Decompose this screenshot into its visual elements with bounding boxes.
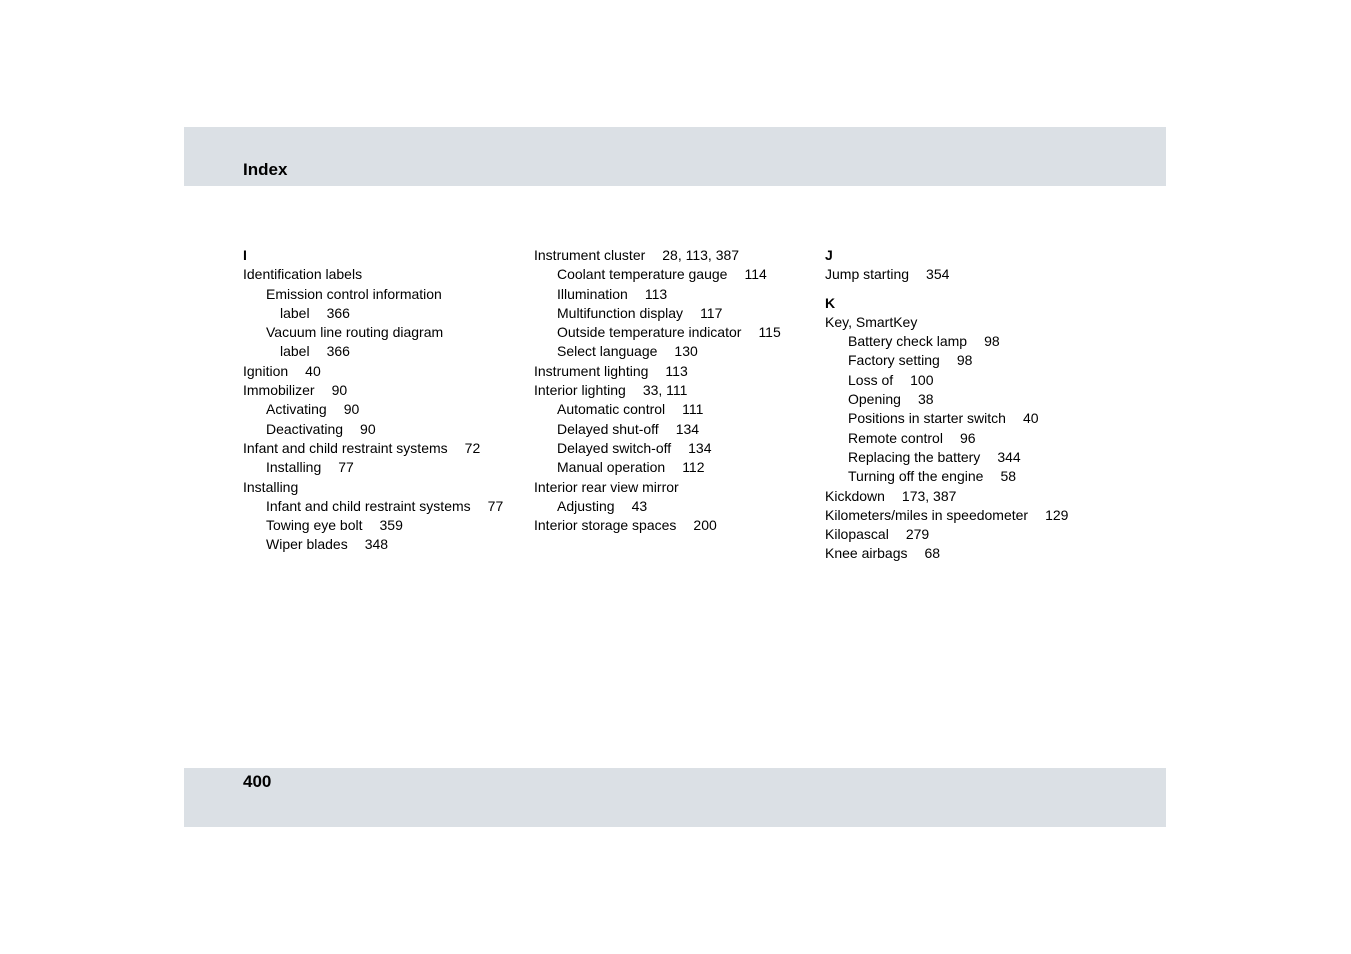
index-page-reference[interactable]: 279 [905, 526, 930, 543]
index-subentry [825, 390, 1125, 409]
index-page-reference[interactable]: 43 [631, 497, 648, 514]
index-letter-heading: I [243, 247, 247, 263]
index-subentry [534, 497, 814, 516]
index-entry [825, 525, 1125, 544]
index-subentry [534, 420, 814, 439]
index-subentry [825, 409, 1125, 428]
index-entry-text: Towing eye bolt [266, 517, 363, 534]
index-entry [243, 362, 523, 381]
index-entry-text: Emission control information [266, 285, 442, 302]
index-page-reference[interactable]: 40 [305, 362, 321, 379]
index-subentry [534, 458, 814, 477]
index-entry-text: Interior rear view mirror [534, 478, 679, 495]
index-page-reference[interactable]: 117 [700, 304, 723, 321]
index-entry [243, 439, 523, 458]
index-subentry [243, 400, 523, 419]
index-entry-text: Adjusting [557, 497, 615, 514]
index-entry-text: Replacing the battery [848, 448, 981, 465]
index-entry-text: Turning off the engine [848, 468, 984, 485]
index-entry-text: Battery check lamp [848, 333, 968, 350]
index-page-reference[interactable]: 40 [1022, 410, 1039, 427]
index-page-reference[interactable]: 359 [379, 517, 403, 534]
header-band [184, 127, 1166, 186]
index-page-reference[interactable]: 77 [338, 459, 354, 476]
index-entry [243, 478, 523, 497]
index-subentry [534, 342, 814, 361]
index-entry-text: Key, SmartKey [825, 313, 918, 330]
index-entry-text: Select language [557, 343, 658, 360]
index-entry-text: Manual operation [557, 459, 666, 476]
index-entry [534, 478, 814, 497]
index-entry-text: Interior lighting [534, 382, 626, 399]
index-page-reference[interactable]: 100 [910, 371, 934, 388]
index-subentry [825, 371, 1125, 390]
index-entry-text: Ignition [243, 362, 289, 379]
index-subentry [534, 285, 814, 304]
index-page-reference[interactable]: 366 [326, 304, 350, 321]
index-column-3 [825, 246, 1125, 564]
index-entry-text: Identification labels [243, 266, 363, 283]
index-page-reference[interactable]: 113 [644, 285, 668, 302]
index-subentry [825, 332, 1125, 351]
index-subentry [243, 420, 523, 439]
index-entry-text: Kilopascal [825, 526, 889, 543]
index-subentry [534, 400, 814, 419]
index-subentry [243, 516, 523, 535]
index-page-reference[interactable]: 112 [682, 459, 705, 476]
index-entry-text: label [280, 343, 310, 360]
index-entry-text: Delayed shut-off [557, 420, 659, 437]
index-subentry [243, 497, 523, 516]
index-entry [534, 381, 814, 400]
index-entry-text: Knee airbags [825, 545, 908, 562]
index-column-2 [534, 246, 814, 535]
index-subentry [534, 304, 814, 323]
index-entry-text: Wiper blades [266, 536, 348, 553]
index-entry-text: Kickdown [825, 487, 885, 504]
index-entry-text: Illumination [557, 285, 628, 302]
index-page-reference[interactable]: 98 [984, 333, 1000, 350]
index-page-reference[interactable]: 96 [959, 429, 976, 446]
index-page-reference[interactable]: 173, 387 [901, 487, 957, 504]
index-entry [534, 362, 814, 381]
index-entry-text: Installing [266, 459, 322, 476]
index-page-reference[interactable]: 90 [360, 420, 376, 437]
index-subentry [243, 323, 523, 342]
index-page-reference[interactable]: 115 [758, 324, 781, 341]
index-entry-text: Infant and child restraint systems [243, 439, 448, 456]
index-page-reference[interactable]: 72 [464, 439, 481, 456]
index-entry-text: Automatic control [557, 401, 666, 418]
index-entry-text: Immobilizer [243, 382, 315, 399]
index-entry [534, 516, 814, 535]
index-entry-text: Installing [243, 478, 299, 495]
index-entry-text: Multifunction display [557, 304, 684, 321]
index-entry-text: Delayed switch-off [557, 439, 672, 456]
index-entry-text: label [280, 304, 310, 321]
index-subentry [534, 265, 814, 284]
index-entry [825, 487, 1125, 506]
index-page-reference[interactable]: 111 [682, 401, 704, 418]
index-subentry [825, 429, 1125, 448]
index-page-reference[interactable]: 58 [1000, 468, 1017, 485]
index-entry [243, 381, 523, 400]
index-page-reference[interactable]: 28, 113, 387 [662, 247, 740, 263]
footer-band [184, 768, 1166, 827]
index-page-reference[interactable]: 366 [326, 343, 350, 360]
index-column-1 [243, 246, 523, 555]
index-entry [825, 506, 1125, 525]
index-page-reference[interactable]: 344 [997, 448, 1021, 465]
index-entry [825, 544, 1125, 563]
index-subentry [825, 467, 1125, 486]
index-page-reference[interactable]: 354 [926, 266, 950, 283]
index-subentry [825, 448, 1125, 467]
index-entry-text: Activating [266, 401, 327, 418]
index-subentry [534, 323, 814, 342]
index-page-reference[interactable]: 90 [343, 401, 360, 418]
index-page-reference[interactable]: 114 [744, 266, 767, 283]
index-page-reference[interactable]: 113 [665, 362, 688, 379]
index-entry [825, 265, 1125, 284]
index-page-reference[interactable]: 90 [331, 382, 348, 399]
index-subentry [243, 535, 523, 554]
index-entry-text: Positions in starter switch [848, 410, 1006, 427]
page-title: Index [243, 160, 288, 179]
index-page-reference[interactable]: 129 [1045, 506, 1069, 523]
index-page-reference[interactable]: 38 [917, 391, 934, 408]
index-entry-text: Factory setting [848, 352, 940, 369]
index-subentry [825, 351, 1125, 370]
index-entry-text: Jump starting [825, 266, 910, 283]
index-page-reference[interactable]: 348 [364, 536, 389, 553]
index-entry-text: Kilometers/miles in speedometer [825, 506, 1029, 523]
index-entry-text: Loss of [848, 371, 894, 388]
index-letter-heading: K [825, 294, 836, 311]
index-entry-text: Interior storage spaces [534, 517, 677, 534]
index-page-reference[interactable]: 98 [956, 352, 973, 369]
index-page-reference[interactable]: 68 [924, 545, 941, 562]
index-entry-text: Instrument lighting [534, 362, 649, 379]
index-subentry [243, 285, 523, 304]
index-entry [243, 265, 523, 284]
index-entry [534, 246, 814, 265]
index-entry-text: Infant and child restraint systems [266, 497, 471, 514]
index-page-reference[interactable]: 134 [688, 439, 712, 456]
index-page-reference[interactable]: 200 [693, 517, 717, 534]
page-number: 400 [243, 772, 272, 791]
index-page-reference[interactable]: 33, 111 [642, 382, 688, 399]
index-subentry [534, 439, 814, 458]
index-page-reference[interactable]: 77 [487, 497, 504, 514]
index-subentry [243, 458, 523, 477]
index-subentry [243, 304, 523, 323]
index-entry-text: Vacuum line routing diagram [266, 324, 444, 341]
index-page-reference[interactable]: 130 [674, 343, 698, 360]
index-page-reference[interactable]: 134 [675, 420, 700, 437]
index-subentry [243, 342, 523, 361]
index-entry-text: Remote control [848, 429, 943, 446]
index-entry [825, 313, 1125, 332]
index-entry-text: Instrument cluster [534, 247, 646, 263]
index-entry-text: Opening [848, 391, 901, 408]
index-entry-text: Deactivating [266, 420, 344, 437]
index-entry-text: Coolant temperature gauge [557, 266, 728, 283]
index-letter-heading: J [825, 247, 833, 263]
index-entry-text: Outside temperature indicator [557, 324, 742, 341]
